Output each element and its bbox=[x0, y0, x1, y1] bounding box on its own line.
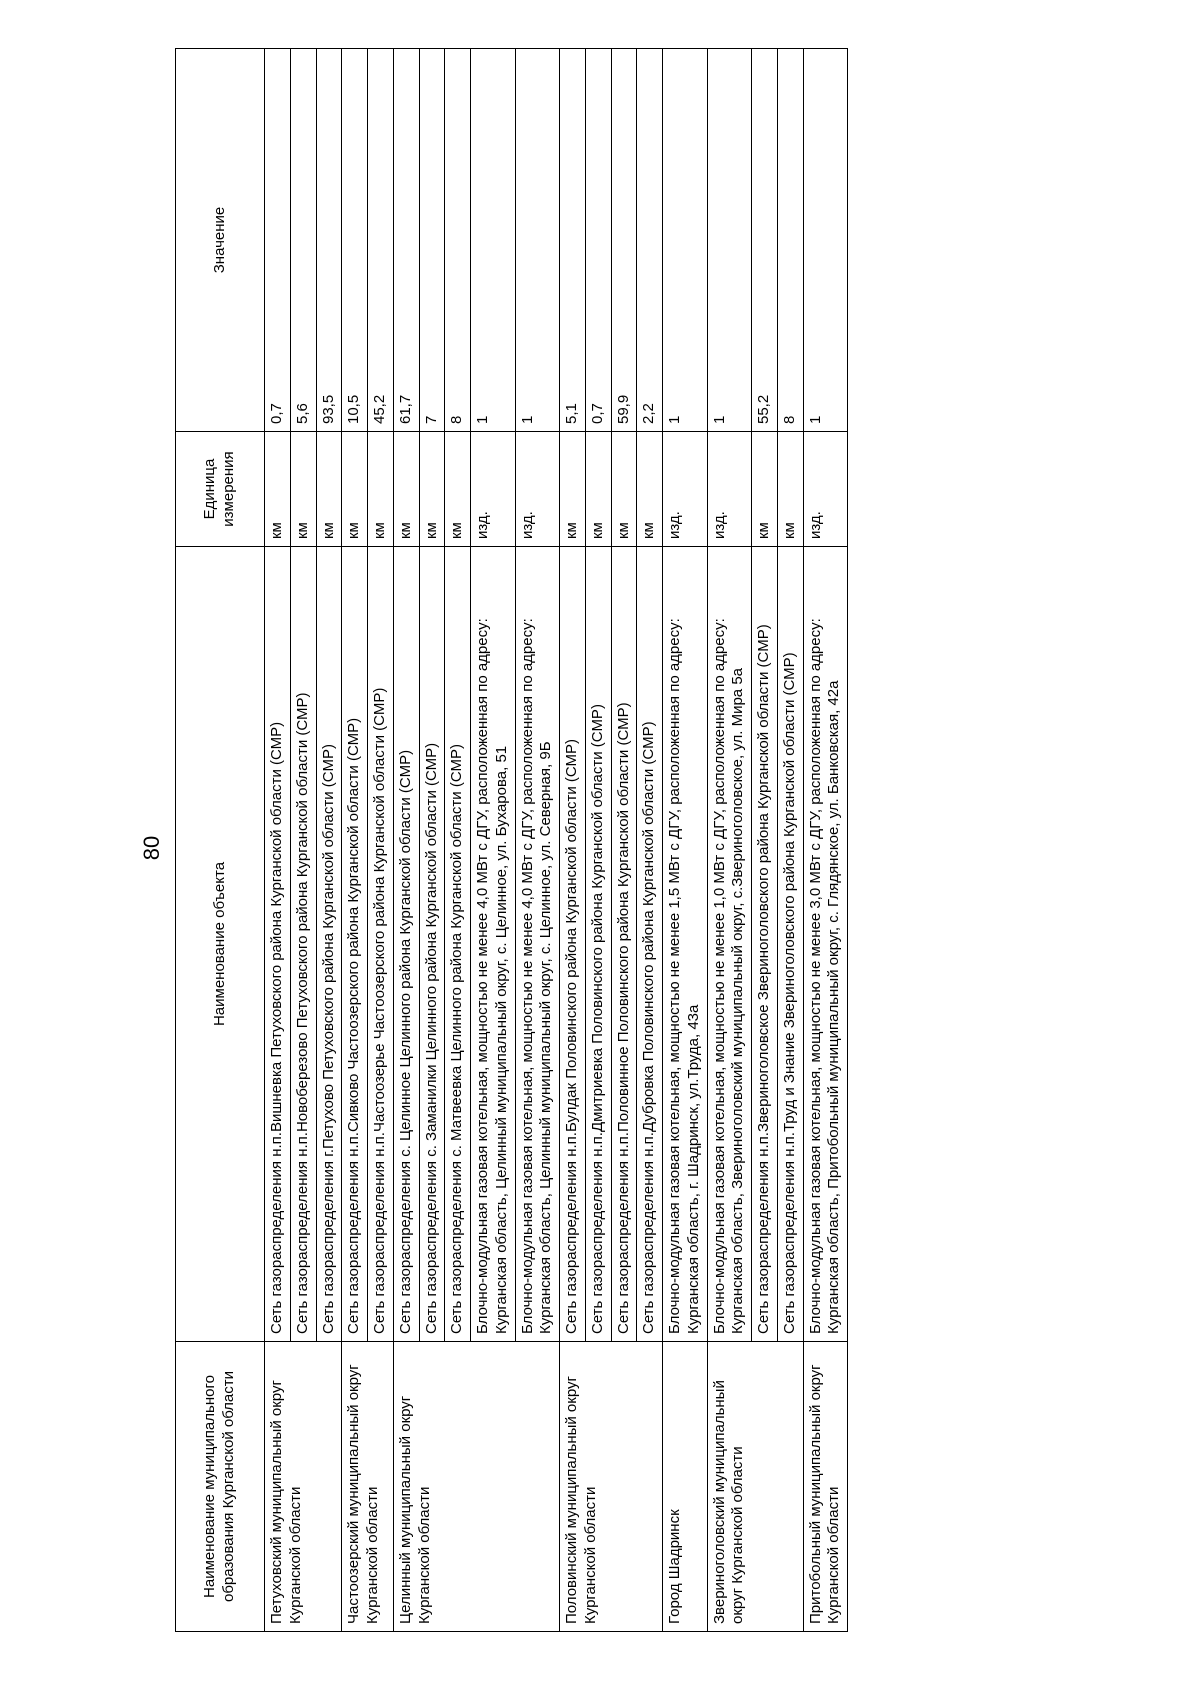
object-cell: Сеть газораспределения н.п.Вишневка Петуховского района Курганской области (СМР) bbox=[265, 547, 291, 1342]
object-cell: Сеть газораспределения н.п.Половинное Половинского района Курганской области (СМР) bbox=[611, 547, 637, 1342]
value-cell: 1 bbox=[471, 49, 516, 432]
object-cell: Сеть газораспределения н.п.Сивково Частоозерского района Курганской области (СМР) bbox=[342, 547, 368, 1342]
value-cell: 5,6 bbox=[290, 49, 316, 432]
unit-cell: км bbox=[393, 432, 419, 547]
municipality-cell: Целинный муниципальный округ Курганской области bbox=[393, 1342, 559, 1632]
municipality-cell: Половинский муниципальный округ Курганской области bbox=[560, 1342, 663, 1632]
value-cell: 1 bbox=[803, 49, 848, 432]
object-cell: Сеть газораспределения н.п.Дубровка Половинского района Курганской области (СМР) bbox=[637, 547, 663, 1342]
value-cell: 0,7 bbox=[585, 49, 611, 432]
object-cell: Блочно-модульная газовая котельная, мощностью не менее 4,0 МВт с ДГУ, расположенная по адресу: Курганская область, Целинный муниципальный округ, с. Целинное, ул. Бухарова, 51 bbox=[471, 547, 516, 1342]
value-cell: 55,2 bbox=[752, 49, 778, 432]
table-row bbox=[560, 49, 586, 1632]
gas-objects-table bbox=[175, 48, 848, 1632]
value-cell: 1 bbox=[707, 49, 752, 432]
unit-cell: км bbox=[752, 432, 778, 547]
value-cell: 2,2 bbox=[637, 49, 663, 432]
unit-cell: км bbox=[637, 432, 663, 547]
object-cell: Сеть газораспределения н.п.Дмитриевка Половинского района Курганской области (СМР) bbox=[585, 547, 611, 1342]
object-cell: Блочно-модульная газовая котельная, мощностью не менее 4,0 МВт с ДГУ, расположенная по адресу: Курганская область, Целинный муниципальный округ, с. Целинное, ул. Северная, 9Б bbox=[515, 547, 560, 1342]
value-cell: 61,7 bbox=[393, 49, 419, 432]
object-cell: Сеть газораспределения н.п.Новоберезово Петуховского района Курганской области (СМР) bbox=[290, 547, 316, 1342]
municipality-cell: Притобольный муниципальный округ Курганской области bbox=[803, 1342, 848, 1632]
value-cell: 8 bbox=[445, 49, 471, 432]
municipality-cell: Звериноголовский муниципальный округ Курганской области bbox=[707, 1342, 803, 1632]
object-cell: Сеть газораспределения н.п.Труд и Знание Звериноголовского района Курганской области (СМР) bbox=[777, 547, 803, 1342]
object-cell: Сеть газораспределения н.п.Булдак Половинского района Курганской области (СМР) bbox=[560, 547, 586, 1342]
object-cell: Сеть газораспределения с. Заманилки Целинного района Курганской области (СМР) bbox=[419, 547, 445, 1342]
unit-cell: км bbox=[560, 432, 586, 547]
table-header-row bbox=[176, 49, 265, 1632]
value-cell: 59,9 bbox=[611, 49, 637, 432]
unit-cell: км bbox=[585, 432, 611, 547]
value-cell: 7 bbox=[419, 49, 445, 432]
value-cell: 5,1 bbox=[560, 49, 586, 432]
municipality-cell: Город Шадринск bbox=[663, 1342, 708, 1632]
value-cell: 1 bbox=[663, 49, 708, 432]
object-cell: Блочно-модульная газовая котельная, мощностью не менее 1,0 МВт с ДГУ, расположенная по адресу: Курганская область, Звериноголовский муниципальный округ, с.Звериноголовское, ул. Мира 5а bbox=[707, 547, 752, 1342]
value-cell: 0,7 bbox=[265, 49, 291, 432]
municipality-cell: Частоозерский муниципальный округ Курганской области bbox=[342, 1342, 394, 1632]
table-row bbox=[663, 49, 708, 1632]
object-cell: Сеть газораспределения с. Матвеевка Целинного района Курганской области (СМР) bbox=[445, 547, 471, 1342]
object-cell: Блочно-модульная газовая котельная, мощностью не менее 1,5 МВт с ДГУ, расположенная по адресу: Курганская область, г. Шадринск, ул.Труда, 43а bbox=[663, 547, 708, 1342]
unit-cell: км bbox=[777, 432, 803, 547]
unit-cell: изд. bbox=[803, 432, 848, 547]
unit-cell: изд. bbox=[663, 432, 708, 547]
municipality-cell: Петуховский муниципальный округ Курганской области bbox=[265, 1342, 342, 1632]
table-row bbox=[342, 49, 368, 1632]
unit-cell: км bbox=[316, 432, 342, 547]
value-cell: 10,5 bbox=[342, 49, 368, 432]
table-row bbox=[265, 49, 291, 1632]
unit-cell: км bbox=[265, 432, 291, 547]
header-municipality: Наименование муниципального образования Курганской области bbox=[176, 1342, 265, 1632]
object-cell: Сеть газораспределения с. Целинное Целинного района Курганской области (СМР) bbox=[393, 547, 419, 1342]
unit-cell: км bbox=[611, 432, 637, 547]
value-cell: 8 bbox=[777, 49, 803, 432]
value-cell: 45,2 bbox=[368, 49, 394, 432]
rotated-table-container bbox=[175, 49, 1167, 1632]
table-row bbox=[803, 49, 848, 1632]
object-cell: Сеть газораспределения н.п.Звериноголовское Звериноголовского района Курганской области (СМР) bbox=[752, 547, 778, 1342]
value-cell: 1 bbox=[515, 49, 560, 432]
header-unit: Единица измерения bbox=[176, 432, 265, 547]
object-cell: Сеть газораспределения г.Петухово Петуховского района Курганской области (СМР) bbox=[316, 547, 342, 1342]
page-number: 80 bbox=[139, 835, 165, 861]
unit-cell: км bbox=[445, 432, 471, 547]
unit-cell: изд. bbox=[471, 432, 516, 547]
unit-cell: км bbox=[368, 432, 394, 547]
value-cell: 93,5 bbox=[316, 49, 342, 432]
table-row bbox=[707, 49, 752, 1632]
header-object: Наименование объекта bbox=[176, 547, 265, 1342]
unit-cell: км bbox=[342, 432, 368, 547]
unit-cell: изд. bbox=[515, 432, 560, 547]
object-cell: Блочно-модульная газовая котельная, мощностью не менее 3,0 МВт с ДГУ, расположенная по адресу: Курганская область, Притобольный муниципальный округ, с. Глядянское, ул. Банковская, 42а bbox=[803, 547, 848, 1342]
unit-cell: км bbox=[290, 432, 316, 547]
object-cell: Сеть газораспределения н.п.Частоозерье Частоозерского района Курганской области (СМР) bbox=[368, 547, 394, 1342]
unit-cell: км bbox=[419, 432, 445, 547]
table-row bbox=[393, 49, 419, 1632]
header-value: Значение bbox=[176, 49, 265, 432]
unit-cell: изд. bbox=[707, 432, 752, 547]
